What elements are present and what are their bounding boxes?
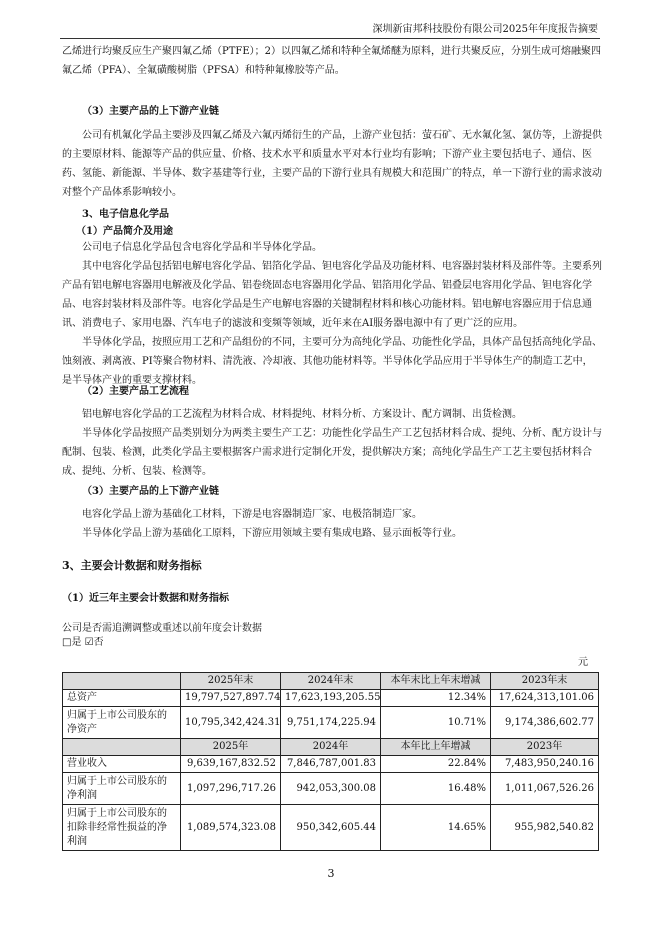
paragraph-restatement-question: 公司是否需追溯调整或重述以前年度会计数据 bbox=[62, 623, 262, 634]
table-cell: 1,089,574,323.08 bbox=[181, 805, 281, 851]
table-row bbox=[63, 707, 599, 739]
heading-accounting-data: 3、主要会计数据和财务指标 bbox=[62, 559, 202, 572]
table-cell: 12.34% bbox=[381, 690, 491, 707]
table-cell: 1,097,296,717.26 bbox=[181, 773, 281, 805]
table-header-row bbox=[63, 673, 599, 690]
heading-process: （2）主要产品工艺流程 bbox=[82, 386, 189, 397]
table-header-cell bbox=[63, 739, 181, 756]
table-row bbox=[63, 756, 599, 773]
table-cell: 17,623,193,205.55 bbox=[281, 690, 381, 707]
heading-electronic-chemicals: 3、电子信息化学品 bbox=[82, 209, 169, 220]
paragraph-capacitor-chain: 电容化学品上游为基础化工材料，下游是电容器制造厂家、电极箔制造厂家。 bbox=[82, 509, 422, 520]
table-header-cell: 2023年 bbox=[491, 739, 599, 756]
table-header-cell: 2023年末 bbox=[491, 673, 599, 690]
table-row-label: 归属于上市公司股东的净利润 bbox=[63, 773, 181, 805]
table-cell: 19,797,527,897.74 bbox=[181, 690, 281, 707]
table-row bbox=[63, 805, 599, 851]
heading-chain-1: （3）主要产品的上下游产业链 bbox=[82, 106, 219, 117]
currency-unit: 元 bbox=[578, 657, 588, 668]
table-cell: 955,982,540.82 bbox=[491, 805, 599, 851]
table-cell: 14.65% bbox=[381, 805, 491, 851]
page-number: 3 bbox=[327, 867, 335, 880]
table-header-cell: 2025年末 bbox=[181, 673, 281, 690]
paragraph-semiconductor-chemicals: 半导体化学品，按照应用工艺和产品组份的不同，主要可分为高纯化学品、功能性化学品，具体产品包括高纯化学品、蚀刻液、剥离液、PI等聚合物材料、清洗液、冷却液、其他功能材料等。半导体化学品应用于半导体生产的制造工艺中，是半导体产业的重要支撑材料。 bbox=[62, 337, 602, 386]
table-header-cell: 本年比上年增减 bbox=[381, 739, 491, 756]
table-cell: 10.71% bbox=[381, 707, 491, 739]
table-header-row bbox=[63, 739, 599, 756]
table-cell: 22.84% bbox=[381, 756, 491, 773]
paragraph-semiconductor-chain: 半导体化学品上游为基础化工原料，下游应用领域主要有集成电路、显示面板等行业。 bbox=[82, 528, 462, 539]
table-header-cell: 2024年末 bbox=[281, 673, 381, 690]
table-cell: 9,174,386,602.77 bbox=[491, 707, 599, 739]
paragraph-semiconductor-process: 半导体化学品按照产品类别划分为两类主要生产工艺：功能性化学品生产工艺包括材料合成、提纯、分析、配方设计与配制、包装、检测，此类化学品主要根据客户需求进行定制化开发，提供解决方案；高纯化学品生产工艺主要包括材料合成、提纯、分析、包装、检测等。 bbox=[62, 428, 602, 477]
table-header-cell bbox=[63, 673, 181, 690]
restatement-checkbox-answer: □是 ☑否 bbox=[62, 637, 104, 648]
table-header-cell: 本年末比上年末增减 bbox=[381, 673, 491, 690]
table-cell: 9,639,167,832.52 bbox=[181, 756, 281, 773]
table-cell: 942,053,300.08 bbox=[281, 773, 381, 805]
heading-product-intro: （1）产品简介及用途 bbox=[76, 226, 173, 237]
table-row bbox=[63, 690, 599, 707]
table-row-label: 营业收入 bbox=[63, 756, 181, 773]
table-cell: 7,483,950,240.16 bbox=[491, 756, 599, 773]
table-row-label: 总资产 bbox=[63, 690, 181, 707]
paragraph-capacitor-process: 铝电解电容化学品的工艺流程为材料合成、材料提纯、材料分析、方案设计、配方调制、出货检测。 bbox=[82, 409, 522, 420]
table-header-cell: 2025年 bbox=[181, 739, 281, 756]
table-cell: 1,011,067,526.26 bbox=[491, 773, 599, 805]
paragraph-capacitor-chemicals: 其中电容化学品包括铝电解电容化学品、铝箔化学品、钽电容化学品及功能材料、电容器封装材料及部件等。主要系列产品有铝电解电容器用电解液及化学品、铝卷绕固态电容器用化学品、铝箔用化学品、铝叠层电容用化学品、钽电容化学品、电容封装材料及部件等。电容化学品是生产电解电容器的关键制程材料和核心功能材料。铝电解电容器应用于信息通讯、消费电子、家用电器、汽车电子的滤波和变频等领域，近年来在AI服务器电源中有了更广泛的应用。 bbox=[62, 261, 602, 329]
table-row bbox=[63, 773, 599, 805]
table-cell: 7,846,787,001.83 bbox=[281, 756, 381, 773]
heading-chain-2: （3）主要产品的上下游产业链 bbox=[82, 486, 219, 497]
header-title: 深圳新宙邦科技股份有限公司2025年年度报告摘要 bbox=[372, 24, 598, 35]
table-cell: 950,342,605.44 bbox=[281, 805, 381, 851]
table-row-label: 归属于上市公司股东的净资产 bbox=[63, 707, 181, 739]
paragraph-fluoro-chain: 公司有机氟化学品主要涉及四氟乙烯及六氟丙烯衍生的产品，上游产业包括：萤石矿、无水氟化氢、氯仿等，上游提供的主要原材料、能源等产品的供应量、价格、技术水平和质量水平对本行业均有影响；下游产业主要包括电子、通信、医药、氢能、新能源、半导体、数字基建等行业，主要产品的下游行业具有规模大和范围广的特点，单一下游行业的需求波动对整个产品体系影响较小。 bbox=[62, 130, 602, 198]
table-cell: 16.48% bbox=[381, 773, 491, 805]
table-cell: 9,751,174,225.94 bbox=[281, 707, 381, 739]
table-row-label: 归属于上市公司股东的扣除非经常性损益的净利润 bbox=[63, 805, 181, 851]
page-header bbox=[60, 18, 600, 39]
paragraph-ptfe: 乙烯进行均聚反应生产聚四氟乙烯（PTFE）；2）以四氟乙烯和特种全氟烯醚为原料，进行共聚反应，分别生成可熔融聚四氟乙烯（PFA）、全氟磺酸树脂（PFSA）和特种氟橡胶等产品。 bbox=[62, 46, 601, 76]
table-cell: 17,624,313,101.06 bbox=[491, 690, 599, 707]
table-header-cell: 2024年 bbox=[281, 739, 381, 756]
table-cell: 10,795,342,424.31 bbox=[181, 707, 281, 739]
heading-recent-three-years: （1）近三年主要会计数据和财务指标 bbox=[62, 593, 229, 604]
financial-data-table bbox=[62, 672, 599, 851]
paragraph-electronic-intro: 公司电子信息化学品包含电容化学品和半导体化学品。 bbox=[82, 242, 322, 253]
